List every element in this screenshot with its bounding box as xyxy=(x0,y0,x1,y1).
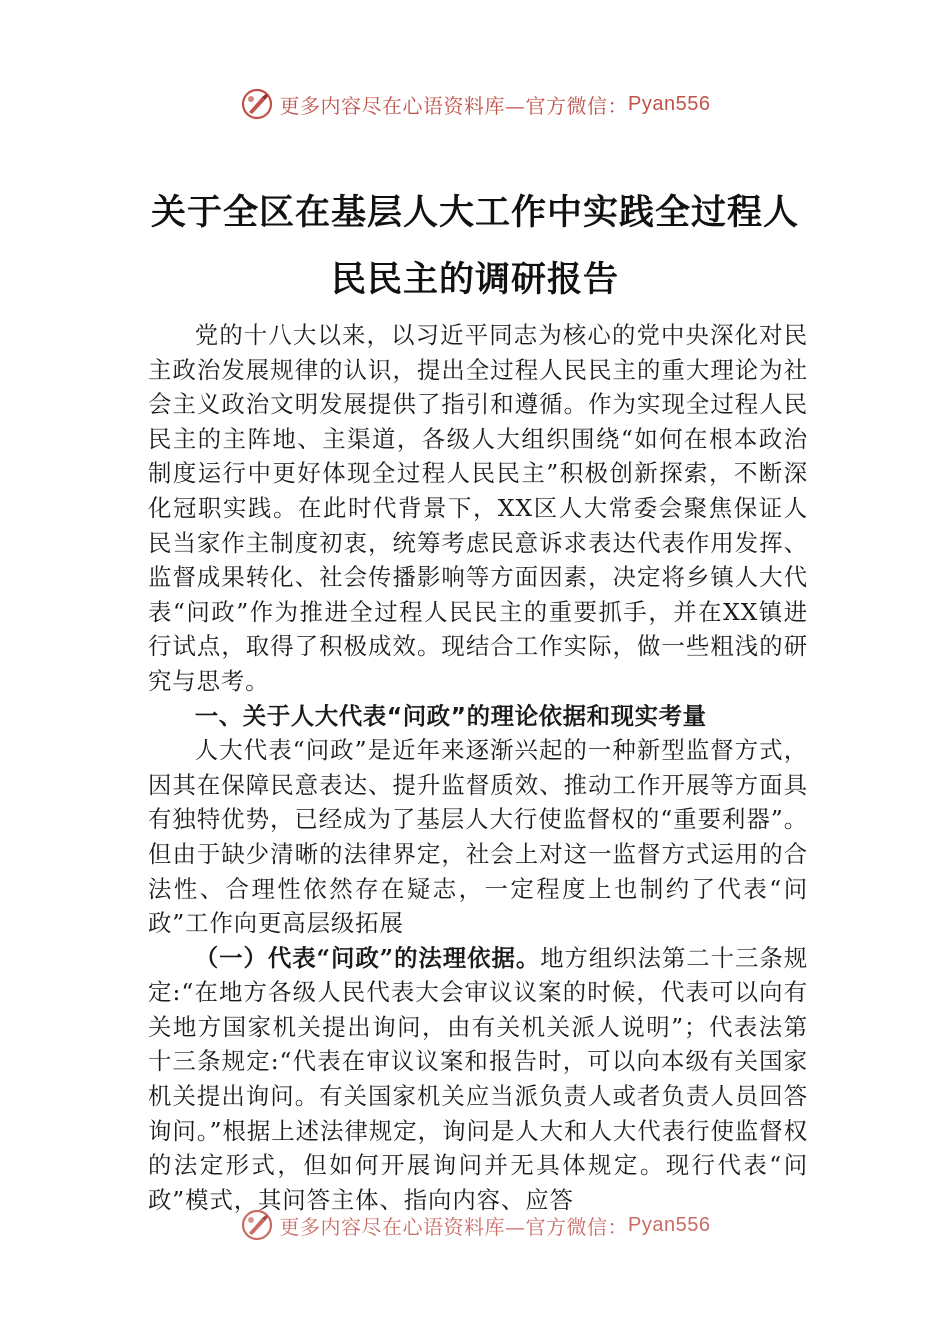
document-title-line-1: 关于全区在基层人大工作中实践全过程人 xyxy=(150,192,799,233)
watermark-footer xyxy=(0,1203,950,1247)
watermark-header xyxy=(0,82,950,126)
watermark-footer-text: 更多内容尽在心语资料库—官方微信： xyxy=(279,1214,629,1239)
pen-logo-icon xyxy=(240,1208,274,1242)
document-title-line-2: 民民主的调研报告 xyxy=(330,259,619,300)
subsection-1-text: 地方组织法第二十三条规定:“在地方各级人民代表大会审议议案的时候，代表可以向有关地方国家机关提出询问，由有关机关派人说明”；代表法第十三条规定:“代表在审议议案和报告时，可以向本级有关国家机关提出询问。有关国家机关应当派负责人或者负责人员回答询问。”根据上述法律规定，询问是人大和人大代表行使监督权的法定形式，但如何开展询问并无具体规定。现行代表“问政”模式，其问答主体、指向内容、应答 xyxy=(148,943,808,1214)
subsection-1-lead: （一）代表“问政”的法理依据。 xyxy=(194,943,541,972)
intro-paragraph: 党的十八大以来，以习近平同志为核心的党中央深化对民主政治发展规律的认识，提出全过程人民民主的重大理论为社会主义政治文明发展提供了指引和遵循。作为实现全过程人民民主的主阵地、主渠道，各级人大组织围绕“如何在根本政治制度运行中更好体现全过程人民民主”积极创新探索，不断深化冠职实践。在此时代背景下，XX区人大常委会聚焦保证人民当家作主制度初衷，统筹考虑民意诉求表达代表作用发挥、监督成果转化、社会传播影响等方面因素，决定将乡镇人大代表“问政”作为推进全过程人民民主的重要抓手，并在XX镇进行试点，取得了积极成效。现结合工作实际，做一些粗浅的研究与思考。 xyxy=(148,321,808,695)
watermark-header-wechat: Pyan556 xyxy=(628,92,711,115)
watermark-header-text: 更多内容尽在心语资料库—官方微信： xyxy=(279,93,629,118)
section-1-heading: 一、关于人大代表“问政”的理论依据和现实考量 xyxy=(194,701,707,730)
document-body xyxy=(148,318,808,1217)
section-1-paragraph: 人大代表“问政”是近年来逐渐兴起的一种新型监督方式，因其在保障民意表达、提升监督质效、推动工作开展等方面具有独特优势，已经成为了基层人大行使监督权的“重要利器”。但由于缺少清晰的法律界定，社会上对这一监督方式运用的合法性、合理性依然存在疑志，一定程度上也制约了代表“问政”工作向更高层级拓展 xyxy=(148,736,808,938)
pen-logo-icon xyxy=(240,87,274,121)
subsection-1-paragraph xyxy=(148,941,808,1218)
watermark-footer-wechat: Pyan556 xyxy=(628,1213,711,1236)
